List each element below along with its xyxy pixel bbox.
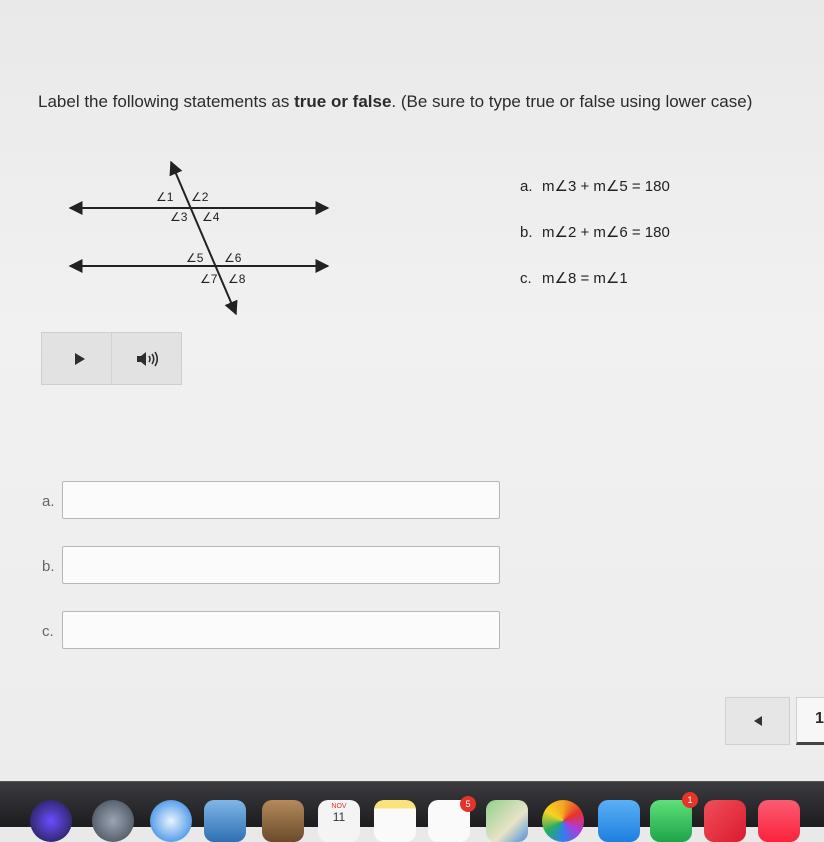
answer-input-a[interactable]: [62, 481, 500, 519]
statement-a: [520, 176, 670, 222]
answer-label-c: c.: [42, 623, 54, 640]
calendar-day: 11: [332, 810, 346, 824]
play-button[interactable]: [42, 333, 111, 384]
audio-player: [41, 332, 182, 385]
news-icon[interactable]: [704, 800, 746, 842]
notes-folder-icon[interactable]: [262, 800, 304, 842]
answer-label-b: b.: [42, 558, 55, 575]
statement-text: m∠8 = m∠1: [542, 270, 628, 287]
macos-dock: [0, 781, 824, 827]
notes-icon[interactable]: [374, 800, 416, 842]
statement-letter: c.: [520, 270, 532, 287]
parallel-lines-diagram: [64, 156, 339, 321]
instruction-text: [38, 92, 824, 112]
statement-text: m∠2 + m∠6 = 180: [542, 224, 670, 241]
page-button-1[interactable]: 1: [796, 697, 824, 745]
chevron-left-icon: [754, 716, 762, 726]
angle-label-7: ∠7: [200, 272, 218, 286]
calendar-month: NOV: [331, 803, 347, 810]
notification-badge: 1: [682, 792, 698, 808]
statement-text: m∠3 + m∠5 = 180: [542, 178, 670, 195]
angle-label-4: ∠4: [202, 210, 220, 224]
notification-badge: 5: [460, 796, 476, 812]
transversal-line: [171, 162, 236, 314]
audio-button[interactable]: [111, 333, 181, 384]
instruction-emphasis: true or false: [294, 92, 392, 111]
angle-label-2: ∠2: [191, 190, 209, 204]
maps-icon[interactable]: [486, 800, 528, 842]
statement-letter: a.: [520, 178, 533, 195]
answer-input-b[interactable]: [62, 546, 500, 584]
statement-list: [520, 176, 670, 314]
photos-icon[interactable]: [542, 800, 584, 842]
angle-label-3: ∠3: [170, 210, 188, 224]
statement-letter: b.: [520, 224, 533, 241]
siri-icon[interactable]: [30, 800, 72, 842]
instruction-prefix: Label the following statements as: [38, 92, 295, 111]
play-icon: [75, 353, 85, 365]
angle-label-8: ∠8: [228, 272, 246, 286]
angle-label-5: ∠5: [186, 251, 204, 265]
messages-icon[interactable]: [598, 800, 640, 842]
safari-icon[interactable]: [150, 800, 192, 842]
answer-input-c[interactable]: [62, 611, 500, 649]
statement-c: [520, 268, 670, 314]
statement-b: [520, 222, 670, 268]
angle-label-6: ∠6: [224, 251, 242, 265]
calendar-icon[interactable]: [318, 800, 360, 842]
answer-label-a: a.: [42, 493, 55, 510]
instruction-suffix: . (Be sure to type true or false using lower case): [391, 92, 753, 111]
previous-button[interactable]: [725, 697, 790, 745]
launchpad-icon[interactable]: [92, 800, 134, 842]
angle-label-1: ∠1: [156, 190, 174, 204]
speaker-icon: [135, 350, 159, 368]
music-icon[interactable]: [758, 800, 800, 842]
preview-icon[interactable]: [204, 800, 246, 842]
